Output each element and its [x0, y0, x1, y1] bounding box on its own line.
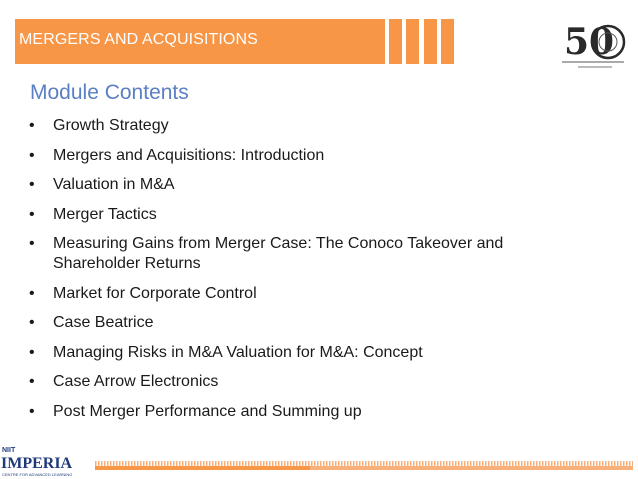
footer-tick — [431, 461, 433, 466]
footer-tick — [341, 461, 343, 466]
footer-tick — [344, 461, 346, 466]
footer-tick — [392, 461, 394, 466]
list-item-text: Shareholder Returns — [53, 255, 201, 272]
footer-tick — [539, 461, 541, 466]
footer-tick — [485, 461, 487, 466]
header-stripe — [406, 19, 419, 64]
footer-tick — [368, 461, 370, 466]
footer-tick — [227, 461, 229, 466]
svg-text:NIIT: NIIT — [2, 447, 16, 454]
bullet-icon: • — [29, 176, 35, 193]
bullet-icon: • — [29, 343, 35, 361]
footer-tick — [419, 461, 421, 466]
footer-tick — [140, 461, 142, 466]
footer-tick — [599, 461, 601, 466]
footer-tick — [605, 461, 607, 466]
svg-text:50: 50 — [564, 21, 615, 63]
footer-tick — [503, 461, 505, 466]
bullet-icon: • — [29, 146, 35, 164]
footer-tick — [131, 461, 133, 466]
footer-tick — [584, 461, 586, 466]
footer-tick — [476, 461, 478, 466]
footer-tick — [548, 461, 550, 466]
footer-tick — [632, 461, 633, 466]
footer-tick — [524, 461, 526, 466]
bullet-icon: • — [29, 402, 35, 420]
footer-tick — [434, 461, 436, 466]
footer-tick — [425, 461, 427, 466]
footer-tick — [467, 461, 469, 466]
footer-tick — [482, 461, 484, 466]
footer-tick — [296, 461, 298, 466]
footer-tick — [209, 461, 211, 466]
footer-tick — [422, 461, 424, 466]
footer-tick — [617, 461, 619, 466]
footer-tick — [272, 461, 274, 466]
footer-tick — [521, 461, 523, 466]
footer-tick — [206, 461, 208, 466]
footer-tick — [542, 461, 544, 466]
footer-tick — [197, 461, 199, 466]
svg-text:IMPERIA: IMPERIA — [1, 455, 73, 472]
list-item-text: Measuring Gains from Merger Case: The Conoco Takeover and — [53, 235, 504, 252]
footer-tick — [173, 461, 175, 466]
footer-tick — [245, 461, 247, 466]
header-stripe — [441, 19, 454, 64]
footer-tick — [212, 461, 214, 466]
footer-tick — [530, 461, 532, 466]
footer-tick — [386, 461, 388, 466]
footer-tick — [398, 461, 400, 466]
list-item — [29, 234, 503, 274]
footer-divider — [95, 466, 633, 470]
footer-tick — [554, 461, 556, 466]
footer-tick — [191, 461, 193, 466]
bullet-icon: • — [29, 284, 35, 302]
footer-tick — [374, 461, 376, 466]
footer-tick — [347, 461, 349, 466]
footer-tick — [497, 461, 499, 466]
footer-tick — [389, 461, 391, 466]
list-item — [29, 175, 503, 195]
footer-tick — [164, 461, 166, 466]
footer-tick — [401, 461, 403, 466]
footer-tick — [107, 461, 109, 466]
footer-tick — [563, 461, 565, 466]
footer-tick — [161, 461, 163, 466]
footer-tick — [569, 461, 571, 466]
footer-tick — [479, 461, 481, 466]
footer-tick — [137, 461, 139, 466]
footer-tick — [203, 461, 205, 466]
header-stripe — [389, 19, 402, 64]
footer-tick — [323, 461, 325, 466]
footer-tick — [128, 461, 130, 466]
list-item-text: Mergers and Acquisitions: Introduction — [53, 146, 325, 164]
footer-tick — [629, 461, 631, 466]
footer-tick — [278, 461, 280, 466]
footer-tick — [437, 461, 439, 466]
footer-tick — [326, 461, 328, 466]
footer-tick — [335, 461, 337, 466]
list-item-text: Managing Risks in M&A Valuation for M&A: Concept — [53, 343, 423, 361]
footer-tick — [572, 461, 574, 466]
list-item-text: Growth Strategy — [53, 117, 169, 134]
footer-tick — [251, 461, 253, 466]
footer-tick — [179, 461, 181, 466]
footer-tick — [602, 461, 604, 466]
footer-tick — [428, 461, 430, 466]
footer-tick — [101, 461, 103, 466]
footer-tick — [491, 461, 493, 466]
bullet-icon: • — [29, 314, 35, 331]
slide-title: MERGERS AND ACQUISITIONS — [19, 31, 258, 48]
list-item — [29, 372, 503, 392]
footer-tick — [455, 461, 457, 466]
bullet-icon: • — [29, 373, 35, 390]
footer-tick — [143, 461, 145, 466]
footer-tick — [269, 461, 271, 466]
footer-tick — [170, 461, 172, 466]
footer-tick — [413, 461, 415, 466]
footer-tick — [440, 461, 442, 466]
footer-tick — [281, 461, 283, 466]
footer-tick — [122, 461, 124, 466]
footer-tick — [620, 461, 622, 466]
footer-tick — [527, 461, 529, 466]
footer-tick — [113, 461, 115, 466]
footer-tick — [236, 461, 238, 466]
footer-tick — [626, 461, 628, 466]
footer-tick — [266, 461, 268, 466]
footer-tick — [452, 461, 454, 466]
footer-tick — [275, 461, 277, 466]
footer-tick — [149, 461, 151, 466]
footer-tick — [350, 461, 352, 466]
footer-tick — [215, 461, 217, 466]
footer-tick — [302, 461, 304, 466]
footer-tick — [152, 461, 154, 466]
footer-tick — [509, 461, 511, 466]
footer-tick — [593, 461, 595, 466]
footer-tick — [515, 461, 517, 466]
footer-tick — [317, 461, 319, 466]
list-item-text: Valuation in M&A — [53, 176, 175, 193]
footer-tick — [371, 461, 373, 466]
footer-tick — [320, 461, 322, 466]
footer-tick — [518, 461, 520, 466]
list-item-text: Case Arrow Electronics — [53, 373, 219, 390]
footer-tick — [188, 461, 190, 466]
footer-tick — [395, 461, 397, 466]
footer-tick — [194, 461, 196, 466]
footer-tick — [104, 461, 106, 466]
footer-tick — [446, 461, 448, 466]
footer-tick — [533, 461, 535, 466]
footer-tick — [536, 461, 538, 466]
footer-tick — [557, 461, 559, 466]
footer-tick — [146, 461, 148, 466]
footer-tick — [356, 461, 358, 466]
footer-tick — [353, 461, 355, 466]
footer-tick — [308, 461, 310, 466]
list-item — [29, 313, 503, 333]
footer-tick — [362, 461, 364, 466]
footer-tick — [608, 461, 610, 466]
module-contents-list — [29, 116, 503, 431]
footer-tick — [560, 461, 562, 466]
footer-tick — [287, 461, 289, 466]
footer-tick — [155, 461, 157, 466]
list-item — [29, 116, 503, 136]
footer-tick — [257, 461, 259, 466]
footer-tick — [458, 461, 460, 466]
footer-tick — [443, 461, 445, 466]
footer-tick — [494, 461, 496, 466]
footer-tick — [263, 461, 265, 466]
footer-tick — [470, 461, 472, 466]
footer-tick — [260, 461, 262, 466]
footer-tick — [500, 461, 502, 466]
footer-tick — [134, 461, 136, 466]
footer-tick — [575, 461, 577, 466]
footer-tick — [329, 461, 331, 466]
footer-tick — [380, 461, 382, 466]
list-item-text: Merger Tactics — [53, 205, 157, 223]
footer-tick — [299, 461, 301, 466]
list-item-text: Case Beatrice — [53, 314, 154, 331]
footer-tick — [410, 461, 412, 466]
niit-imperia-logo — [0, 440, 95, 479]
footer-tick — [311, 461, 313, 466]
footer-tick — [284, 461, 286, 466]
footer-tick — [464, 461, 466, 466]
footer-tick — [611, 461, 613, 466]
footer-tick — [383, 461, 385, 466]
bullet-icon: • — [29, 117, 35, 134]
footer-tick — [200, 461, 202, 466]
bullet-icon: • — [29, 205, 35, 223]
footer-tick — [218, 461, 220, 466]
footer-tick — [365, 461, 367, 466]
footer-tick — [185, 461, 187, 466]
footer-tick — [623, 461, 625, 466]
footer-tick — [224, 461, 226, 466]
footer-ticks — [95, 461, 633, 466]
list-item-text: Market for Corporate Control — [53, 284, 257, 302]
footer-tick — [176, 461, 178, 466]
footer-tick — [125, 461, 127, 466]
footer-tick — [566, 461, 568, 466]
footer-tick — [449, 461, 451, 466]
footer-tick — [248, 461, 250, 466]
footer-tick — [182, 461, 184, 466]
footer-tick — [581, 461, 583, 466]
footer-tick — [167, 461, 169, 466]
footer-tick — [578, 461, 580, 466]
footer-tick — [473, 461, 475, 466]
footer-tick — [596, 461, 598, 466]
footer-tick — [338, 461, 340, 466]
footer-tick — [233, 461, 235, 466]
footer-tick — [116, 461, 118, 466]
footer-tick — [293, 461, 295, 466]
footer-tick — [242, 461, 244, 466]
footer-tick — [290, 461, 292, 466]
footer-tick — [254, 461, 256, 466]
footer-tick — [239, 461, 241, 466]
footer-tick — [512, 461, 514, 466]
list-item — [29, 284, 503, 304]
footer-tick — [314, 461, 316, 466]
footer-tick — [359, 461, 361, 466]
list-item — [29, 205, 503, 225]
footer-tick — [305, 461, 307, 466]
footer-tick — [98, 461, 100, 466]
list-item — [29, 343, 503, 363]
footer-tick — [95, 461, 97, 466]
footer-tick — [461, 461, 463, 466]
footer-tick — [404, 461, 406, 466]
list-item — [29, 402, 503, 422]
footer-tick — [488, 461, 490, 466]
svg-text:CENTRE FOR ADVANCED LEARNING: CENTRE FOR ADVANCED LEARNING — [2, 472, 73, 477]
footer-tick — [230, 461, 232, 466]
footer-tick — [614, 461, 616, 466]
golden-jubilee-logo — [560, 12, 630, 74]
footer-tick — [587, 461, 589, 466]
footer-tick — [551, 461, 553, 466]
footer-tick — [158, 461, 160, 466]
section-heading: Module Contents — [30, 81, 189, 104]
footer-tick — [110, 461, 112, 466]
footer-tick — [332, 461, 334, 466]
footer-tick — [506, 461, 508, 466]
list-item-text: Post Merger Performance and Summing up — [53, 402, 362, 420]
footer-tick — [545, 461, 547, 466]
footer-tick — [407, 461, 409, 466]
header-stripe — [424, 19, 437, 64]
bullet-icon: • — [29, 235, 35, 252]
footer-tick — [416, 461, 418, 466]
list-item — [29, 146, 503, 166]
footer-tick — [221, 461, 223, 466]
footer-tick — [119, 461, 121, 466]
footer-tick — [590, 461, 592, 466]
footer-tick — [377, 461, 379, 466]
